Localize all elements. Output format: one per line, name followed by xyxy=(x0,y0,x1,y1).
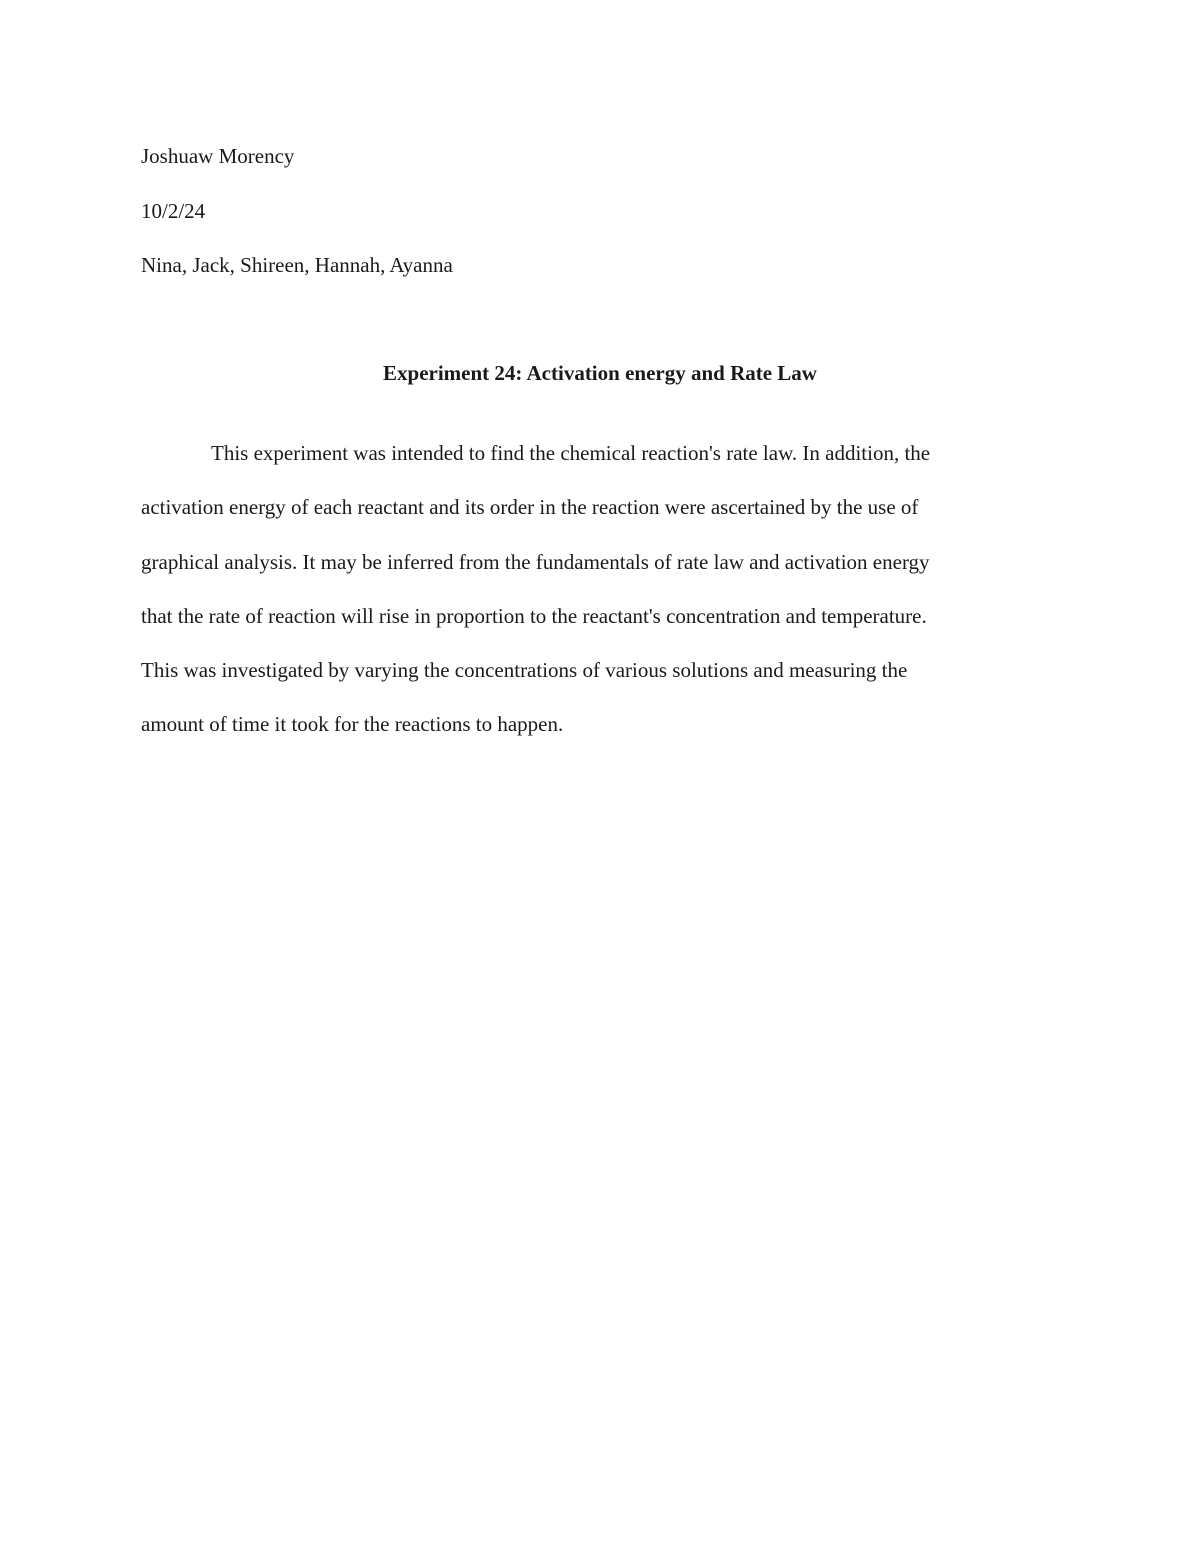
document-title: Experiment 24: Activation energy and Rate Law xyxy=(383,361,817,385)
body-paragraph xyxy=(141,440,1041,766)
paragraph-line: This experiment was intended to find the chemical reaction's rate law. In addition, the xyxy=(211,441,931,465)
paragraph-line: activation energy of each reactant and its order in the reaction were ascertained by the use of xyxy=(141,495,919,520)
paragraph-line: that the rate of reaction will rise in proportion to the reactant's concentration and temperature. xyxy=(141,603,927,628)
document-date: 10/2/24 xyxy=(141,199,206,223)
paragraph-line: This was investigated by varying the concentrations of various solutions and measuring the xyxy=(141,658,908,683)
paragraph-line: graphical analysis. It may be inferred from the fundamentals of rate law and activation energy xyxy=(141,549,930,574)
author-name: Joshuaw Morency xyxy=(141,144,295,168)
paragraph-line: amount of time it took for the reactions to happen. xyxy=(141,712,564,737)
lab-partners: Nina, Jack, Shireen, Hannah, Ayanna xyxy=(141,253,453,277)
